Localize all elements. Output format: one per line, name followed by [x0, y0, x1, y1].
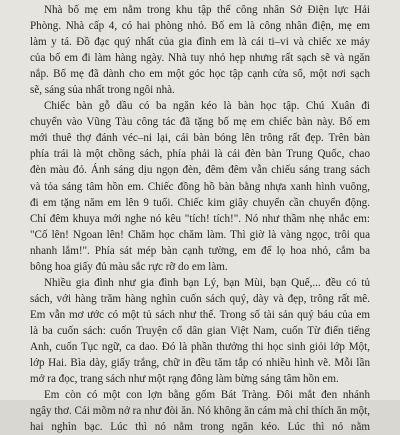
text-line: đèn màu đỏ. Ánh sáng dịu ngọn đèn, đêm đêm vẫn chiếu sáng trang sách	[30, 164, 370, 177]
text-line: ngây thơ. Cái mõm nở ra như đòi ăn. Nó không ăn cám mà chỉ thích ăn một,	[30, 405, 370, 418]
paragraph	[30, 98, 370, 275]
text-line: sách, với hàng trăm hàng nghìn cuốn sách quý, dày và đẹp, trông rất mê.	[30, 292, 370, 305]
text-line: Anh, cuốn Tục ngữ, ca dao. Đó là phần thưởng thi học sinh giỏi lớp Một,	[30, 340, 370, 353]
text-line: mới thuê thợ đánh véc–ni lại, cái bàn bóng lên trông rất đẹp. Trên bàn	[30, 132, 370, 145]
text-line: mở ra đọc, trang sách như một rạng đông làm bừng sáng tâm hồn em.	[30, 373, 339, 386]
text-line: Phòng. Nhà cấp 4, có hai phòng nhỏ. Bố em là công nhân điện, mẹ em	[30, 20, 370, 33]
text-line: Em còn có một con lợn bằng gốm Bát Tràng. Đôi mắt đen nhánh	[44, 389, 370, 402]
text-line: chuyển vào Vũng Tàu công tác đã tặng bố mẹ em chiếc bàn này. Bố em	[30, 116, 370, 129]
paragraph	[30, 387, 370, 435]
text-line: hai nghìn bạc. Lúc thì nó nằm trong ngăn kéo. Lúc thì nó nằm	[30, 421, 370, 434]
text-line: Em vẫn mơ ước có một tủ sách như thế. Trong số tài sản quý báu của em	[30, 308, 370, 321]
text-line: bông hoa giấy đủ màu sắc rực rỡ do em làm.	[30, 260, 228, 273]
text-line: và tỏa sáng tâm hồn em. Chiếc đồng hồ bàn bằng nhựa xanh hình vuông,	[30, 180, 370, 193]
text-line: lớp Hai. Bìa dày, giấy trắng, chữ in đều tăm tắp có nhiều hình vẽ. Mỗi lần	[30, 357, 370, 370]
text-line: Chỉ đêm khuya mới nghe nó kêu "tích! tích!". Nó như thầm nhẹ nhắc em:	[30, 212, 370, 225]
text-line: của bố em đi làm hàng ngày. Nhà tuy nhỏ hẹp nhưng rất sạch sẽ và ngăn	[30, 52, 370, 65]
paragraph	[30, 2, 370, 98]
text-line: làm y tá. Đồ đạc quý nhất của gia đình em là cái ti–vi và chiếc xe máy	[30, 36, 370, 49]
text-line: sẽ, sáng sủa nhất trong ngôi nhà.	[30, 84, 175, 97]
text-line: Chiếc bàn gỗ dầu có ba ngăn kéo là bàn học tập. Chú Xuân đi	[44, 100, 370, 113]
text-line: là ba cuốn sách: cuốn Truyện cổ dân gian Việt Nam, cuốn Từ điển tiếng	[30, 324, 370, 337]
paragraph	[30, 275, 370, 387]
text-line: nhanh lắm!". Phía sát mép bàn cạnh tường, em để lọ hoa nhỏ, cắm ba	[30, 244, 370, 257]
text-line: đi em tặng năm em lên 9 tuổi. Chiếc kim giây chuyển cần chuyển động.	[30, 196, 370, 209]
text-line: Nhà bố mẹ em nằm trong khu tập thể công nhân Sở Điện lực Hải	[44, 4, 370, 16]
text-line: Nhiều gia đình như gia đình bạn Lý, bạn Mùi, bạn Quế,... đều có tủ	[44, 276, 370, 289]
text-line: phía trái là một chồng sách, phía phải là cái đèn bàn Trung Quốc, chao	[30, 148, 370, 161]
text-line: "Cố lên! Ngoan lên! Chăm học chăm làm. Thì giờ là vàng ngọc, trôi qua	[30, 228, 370, 241]
text-line: nắp. Bố mẹ đã dành cho em một góc học tập cạnh cửa sổ, một nơi sạch	[30, 68, 370, 81]
